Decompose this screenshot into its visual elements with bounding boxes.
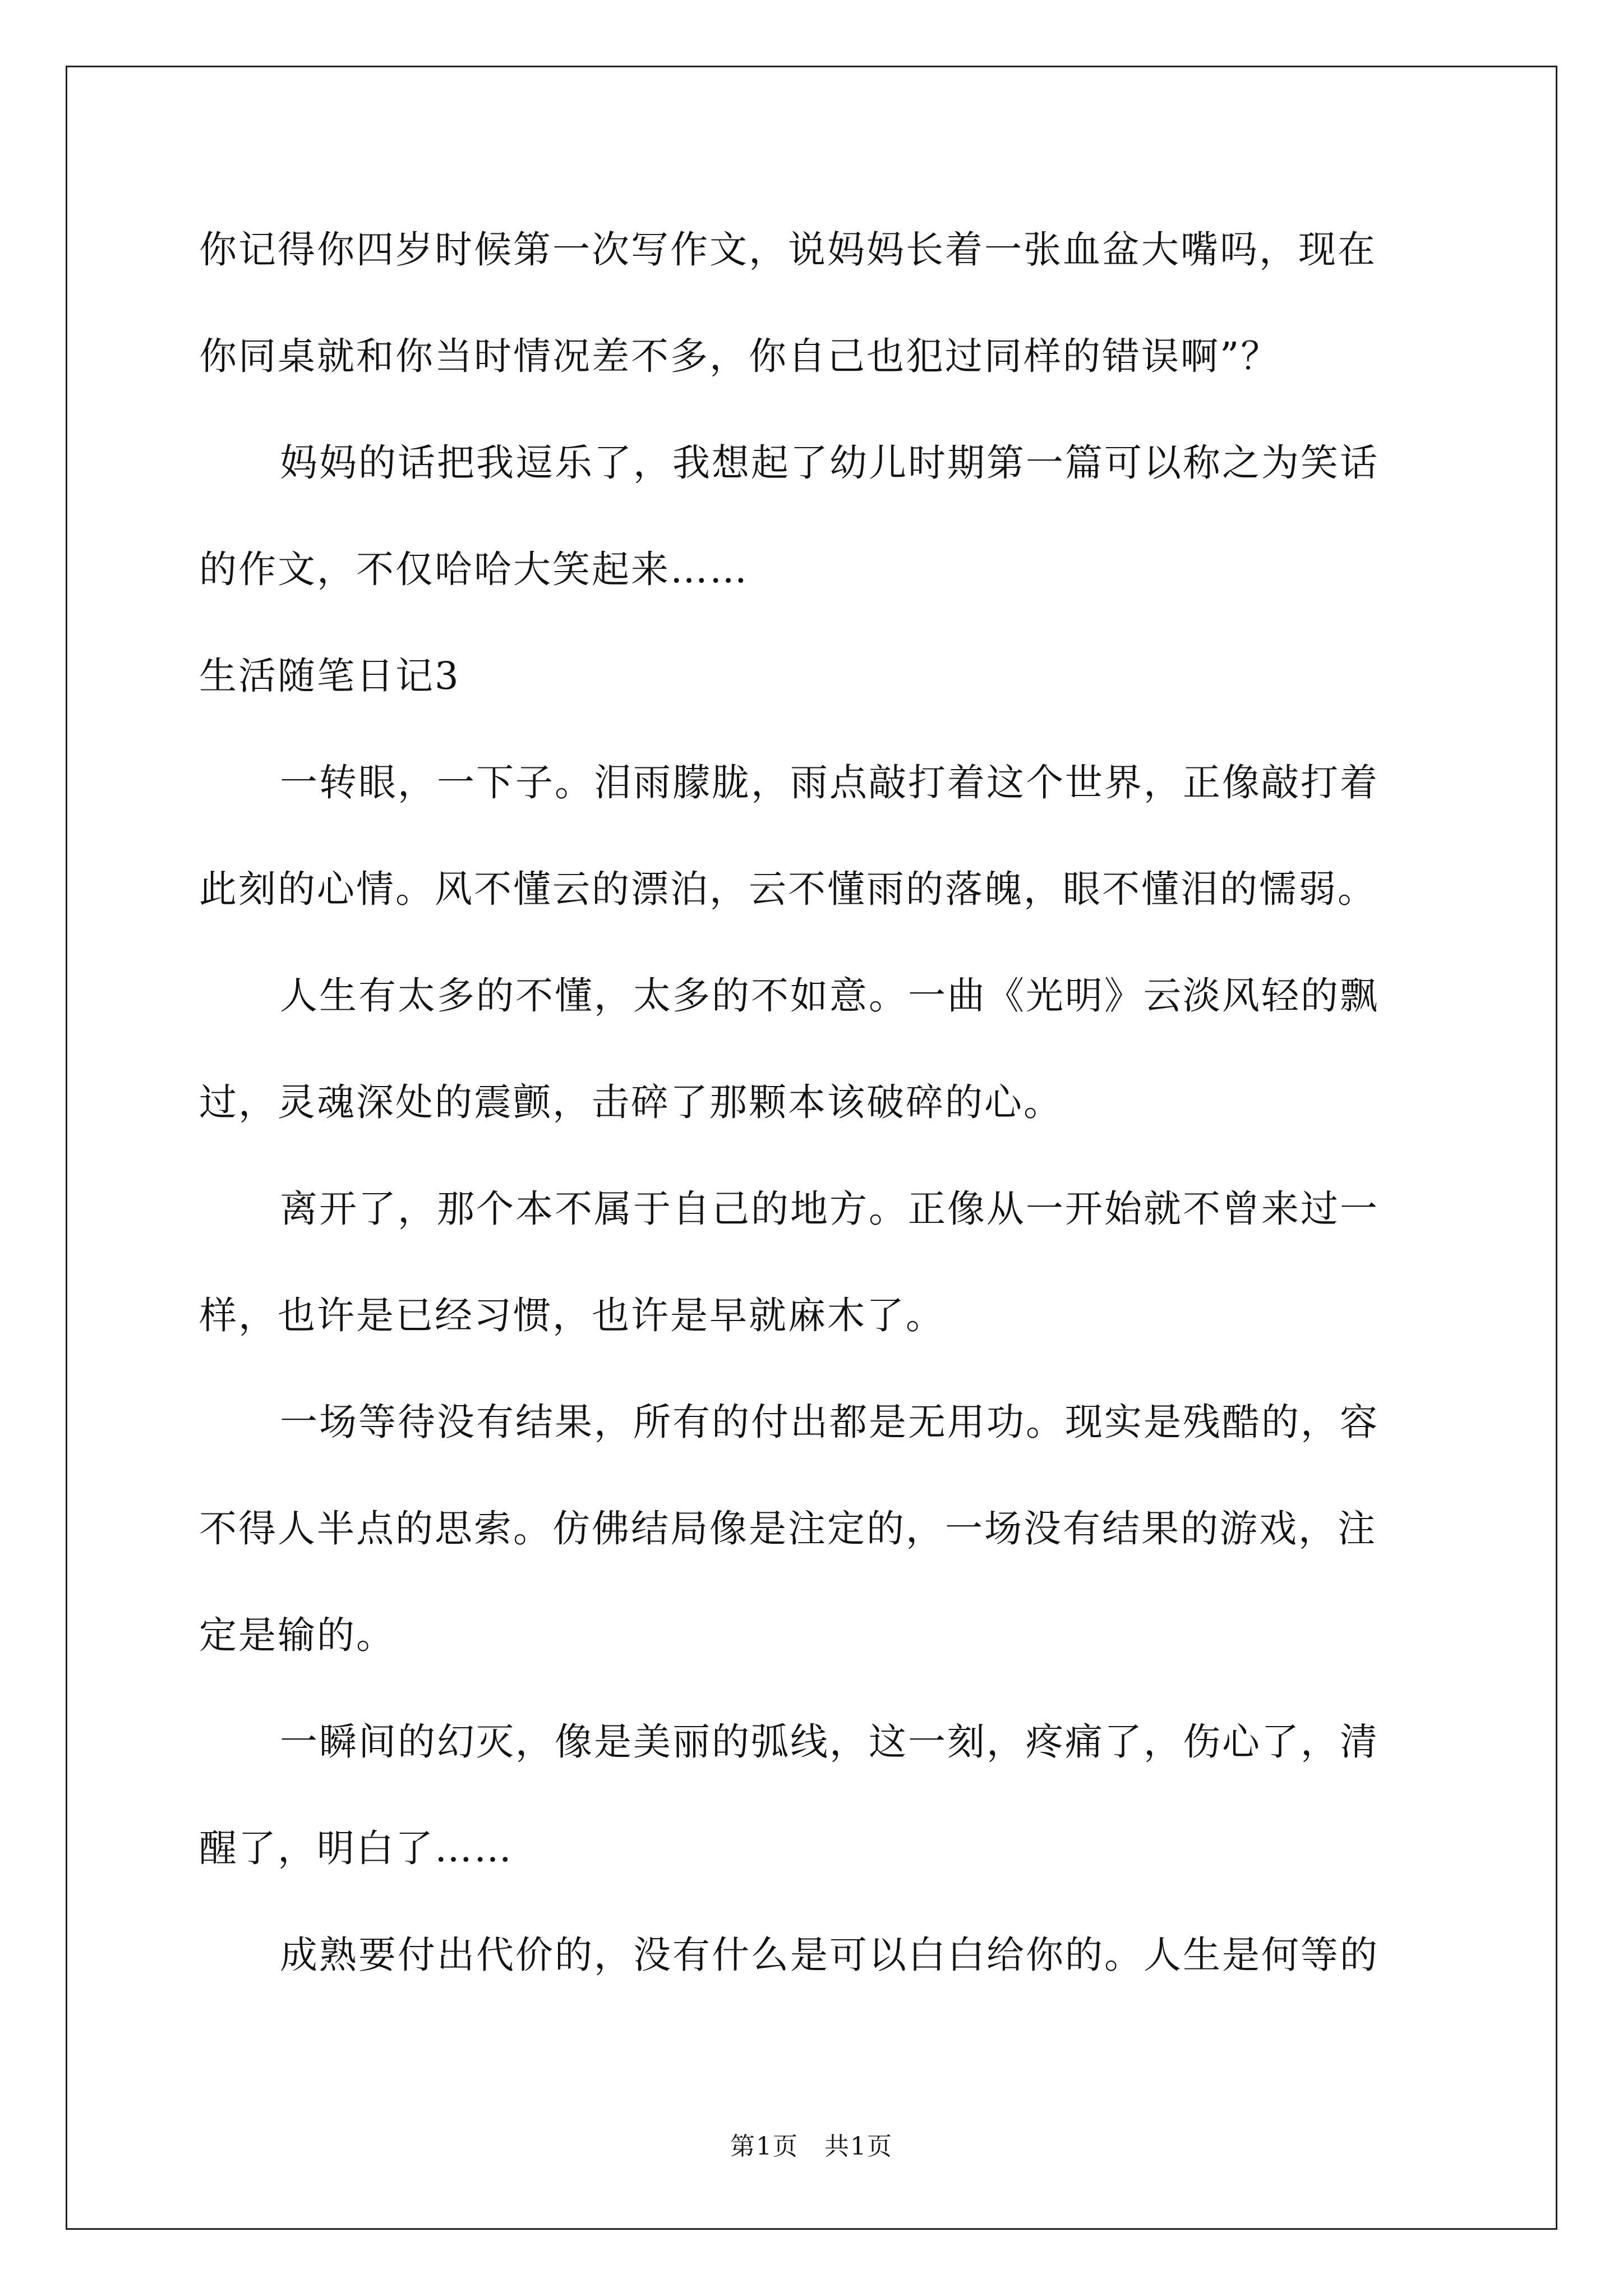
paragraph-first-line: 一转眼，一下子。泪雨朦胧，雨点敲打着这个世界，正像敲打着 [280,761,1379,804]
page-number-footer: 第1页 共1页 [730,2132,893,2161]
text-line: 样，也许是已经习惯，也许是早就麻木了。 [199,1294,945,1337]
paragraph-first-line: 一瞬间的幻灭，像是美丽的弧线，这一刻，疼痛了，伤心了，清 [280,1720,1379,1764]
paragraph-first-line: 离开了，那个本不属于自己的地方。正像从一开始就不曾来过一 [280,1187,1379,1231]
text-line: 你记得你四岁时候第一次写作文，说妈妈长着一张血盆大嘴吗，现在 [199,228,1377,272]
paragraph-first-line: 成熟要付出代价的，没有什么是可以白白给你的。人生是何等的 [280,1933,1379,1977]
text-line: 你同桌就和你当时情况差不多，你自己也犯过同样的错误啊”？ [199,334,1280,378]
text-line: 不得人半点的思索。仿佛结局像是注定的，一场没有结果的游戏，注 [199,1507,1377,1550]
section-heading: 生活随笔日记3 [199,654,460,698]
text-line: 过，灵魂深处的震颤，击碎了那颗本该破碎的心。 [199,1080,1063,1124]
paragraph-first-line: 人生有太多的不懂，太多的不如意。一曲《光明》云淡风轻的飘 [280,974,1379,1018]
paragraph-first-line: 一场等待没有结果，所有的付出都是无用功。现实是残酷的，容 [280,1400,1379,1444]
text-line: 此刻的心情。风不懂云的漂泊，云不懂雨的落魄，眼不懂泪的懦弱。 [199,867,1377,911]
paragraph-first-line: 妈妈的话把我逗乐了，我想起了幼儿时期第一篇可以称之为笑话 [280,441,1379,485]
text-line: 定是输的。 [199,1613,395,1657]
text-line: 醒了，明白了…… [199,1826,513,1870]
text-line: 的作文，不仅哈哈大笑起来…… [199,547,749,591]
document-body [199,208,1422,2019]
